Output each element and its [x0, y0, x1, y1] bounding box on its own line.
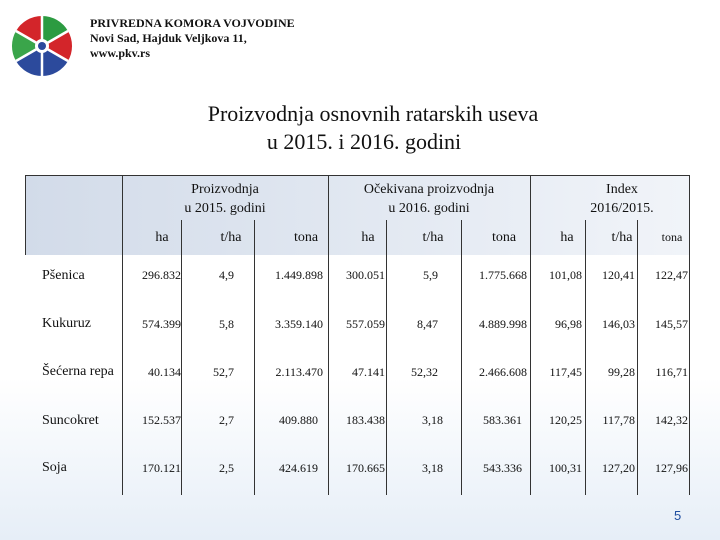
table-cell: 300.051 [346, 268, 385, 282]
table-cell: 52,32 [411, 365, 438, 379]
table-cell: 1.775.668 [479, 268, 527, 282]
table-cell: 574.399 [142, 317, 181, 331]
organization-info [90, 16, 295, 61]
table-cell: 120,25 [549, 413, 582, 427]
pkv-logo [10, 14, 74, 78]
column-header: tona [293, 230, 319, 245]
column-header: ha [155, 230, 169, 245]
table-cell: 146,03 [602, 317, 635, 331]
table-cell: 145,57 [655, 317, 688, 331]
table-cell: 543.336 [483, 461, 522, 475]
column-header: t/ha [611, 230, 633, 245]
column-header: t/ha [220, 230, 242, 245]
table-cell: 170.665 [346, 461, 385, 475]
table-border [328, 175, 329, 495]
table-cell: 3,18 [422, 461, 443, 475]
table-cell: 1.449.898 [275, 268, 323, 282]
row-label: Kukuruz [42, 316, 91, 331]
table-cell: 142,32 [655, 413, 688, 427]
column-header: tona [491, 230, 517, 245]
row-label: Šećerna repa [42, 364, 114, 379]
table-cell: 120,41 [602, 268, 635, 282]
table-cell: 4,9 [219, 268, 234, 282]
page-number: 5 [674, 508, 682, 523]
table-cell: 122,47 [655, 268, 688, 282]
organization-address: Novi Sad, Hajduk Veljkova 11, [90, 31, 247, 45]
row-label: Soja [42, 460, 67, 475]
table-cell: 557.059 [346, 317, 385, 331]
table-cell: 2,7 [219, 413, 234, 427]
table-cell: 3,18 [422, 413, 443, 427]
column-header: t/ha [422, 230, 444, 245]
table-cell: 117,45 [549, 365, 582, 379]
table-cell: 4.889.998 [479, 317, 527, 331]
table-cell: 409.880 [279, 413, 318, 427]
table-cell: 101,08 [549, 268, 582, 282]
table-cell: 117,78 [602, 413, 635, 427]
table-cell: 47.141 [352, 365, 385, 379]
table-border [122, 175, 123, 495]
table-cell: 2,5 [219, 461, 234, 475]
table-border [530, 175, 531, 495]
table-cell: 2.113.470 [275, 365, 323, 379]
column-header: ha [560, 230, 574, 245]
table-border [181, 220, 182, 495]
row-label: Suncokret [42, 413, 99, 428]
group-header-index: Index 2016/2015. [590, 182, 654, 216]
table-cell: 127,96 [655, 461, 688, 475]
table-cell: 5,8 [219, 317, 234, 331]
table-cell: 2.466.608 [479, 365, 527, 379]
table-border [25, 175, 690, 176]
slide-title [0, 100, 720, 156]
slide-title-line-1: Proizvodnja osnovnih ratarskih useva [207, 101, 539, 126]
table-border [254, 220, 255, 495]
group-header-expected-2016: Očekivana proizvodnja u 2016. godini [363, 182, 495, 216]
table-cell: 96,98 [555, 317, 582, 331]
column-header: ha [361, 230, 375, 245]
table-cell: 3.359.140 [275, 317, 323, 331]
table-cell: 583.361 [483, 413, 522, 427]
table-cell: 183.438 [346, 413, 385, 427]
group-header-production-2015: Proizvodnja u 2015. godini [184, 182, 266, 216]
table-border [25, 175, 26, 255]
table-cell: 170.121 [142, 461, 181, 475]
table-cell: 127,20 [602, 461, 635, 475]
table-cell: 296.832 [142, 268, 181, 282]
table-cell: 100,31 [549, 461, 582, 475]
row-label: Pšenica [42, 268, 85, 283]
table-cell: 99,28 [608, 365, 635, 379]
organization-name: PRIVREDNA KOMORA VOJVODINE [90, 16, 295, 30]
table-cell: 152.537 [142, 413, 181, 427]
table-border [585, 220, 586, 495]
table-border [386, 220, 387, 495]
table-cell: 5,9 [423, 268, 438, 282]
organization-website: www.pkv.rs [90, 46, 151, 60]
table-cell: 8,47 [417, 317, 438, 331]
table-border [637, 220, 638, 495]
slide-title-line-2: u 2015. i 2016. godini [266, 129, 462, 154]
column-header: tona [661, 230, 683, 244]
table-cell: 40.134 [148, 365, 181, 379]
table-cell: 116,71 [655, 365, 688, 379]
table-border [689, 175, 690, 495]
table-cell: 424.619 [279, 461, 318, 475]
table-cell: 52,7 [213, 365, 234, 379]
table-border [461, 220, 462, 495]
